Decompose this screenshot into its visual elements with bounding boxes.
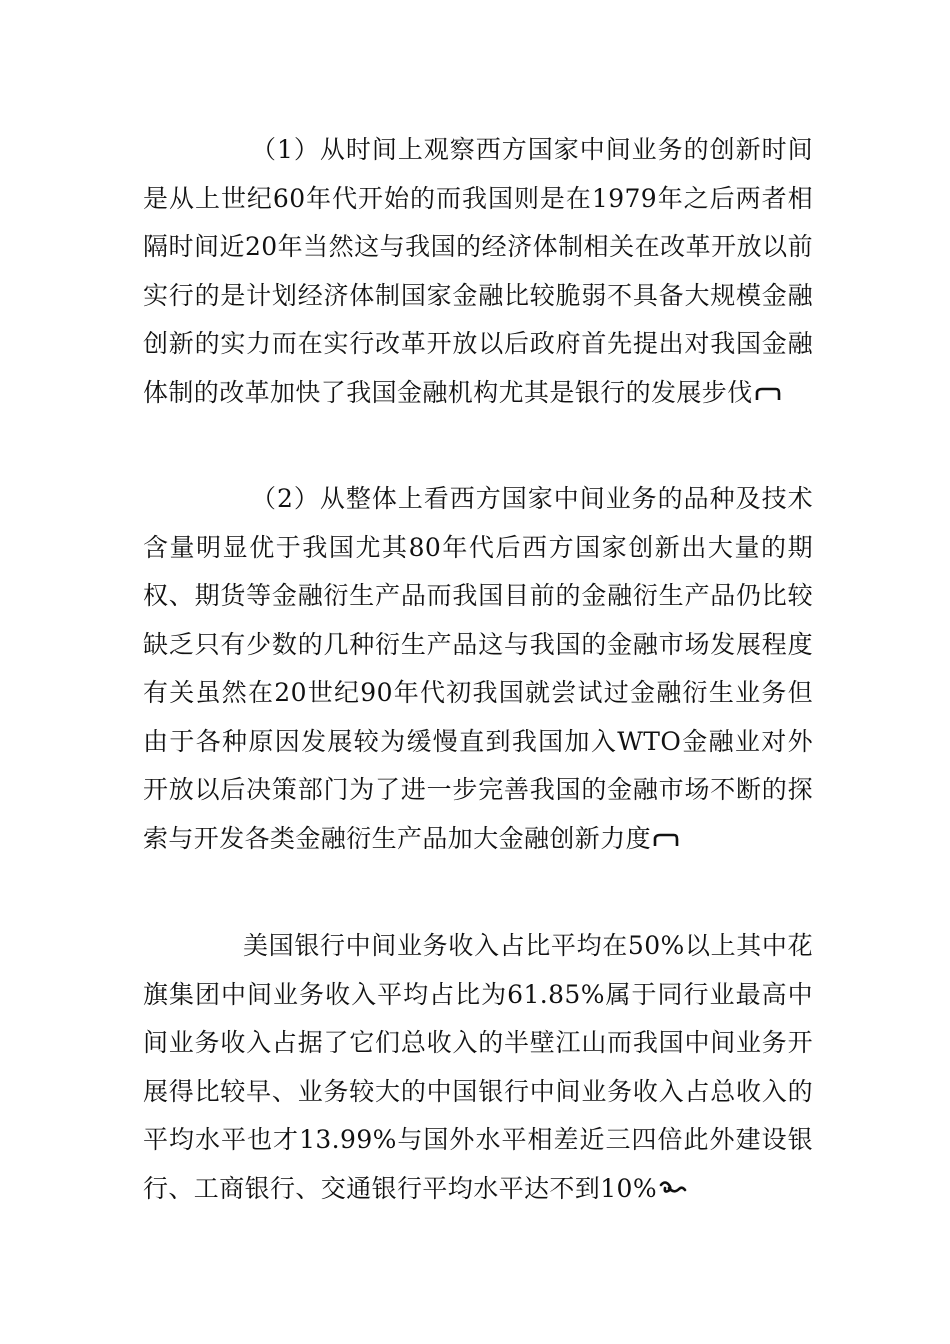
paragraph-3 — [143, 922, 813, 1213]
squiggle-mark-icon — [659, 1179, 687, 1197]
paragraph-2 — [143, 475, 813, 863]
paragraph-mark-icon — [653, 833, 679, 847]
paragraph-mark-icon — [755, 387, 781, 401]
paragraph-1-text: （1）从时间上观察西方国家中间业务的创新时间是从上世纪60年代开始的而我国则是在1979年之后两者相隔时间近20年当然这与我国的经济体制相关在改革开放以前实行的是计划经济体制国家金融比较脆弱不具备大规模金融创新的实力而在实行改革开放以后政府首先提出对我国金融体制的改革加快了我国金融机构尤其是银行的发展步伐 — [143, 135, 813, 407]
paragraph-2-text: （2）从整体上看西方国家中间业务的品种及技术含量明显优于我国尤其80年代后西方国家创新出大量的期权、期货等金融衍生产品而我国目前的金融衍生产品仍比较缺乏只有少数的几种衍生产品这与我国的金融市场发展程度有关虽然在20世纪90年代初我国就尝试过金融衍生业务但由于各种原因发展较为缓慢直到我国加入WTO金融业对外开放以后决策部门为了进一步完善我国的金融市场不断的探索与开发各类金融衍生产品加大金融创新力度 — [143, 484, 813, 853]
paragraph-3-text: 美国银行中间业务收入占比平均在50%以上其中花旗集团中间业务收入平均占比为61.85%属于同行业最高中间业务收入占据了它们总收入的半壁江山而我国中间业务开展得比较早、业务较大的中国银行中间业务收入占总收入的平均水平也才13.99%与国外水平相差近三四倍此外建设银行、工商银行、交通银行平均水平达不到10% — [143, 931, 813, 1203]
paragraph-1 — [143, 126, 813, 417]
